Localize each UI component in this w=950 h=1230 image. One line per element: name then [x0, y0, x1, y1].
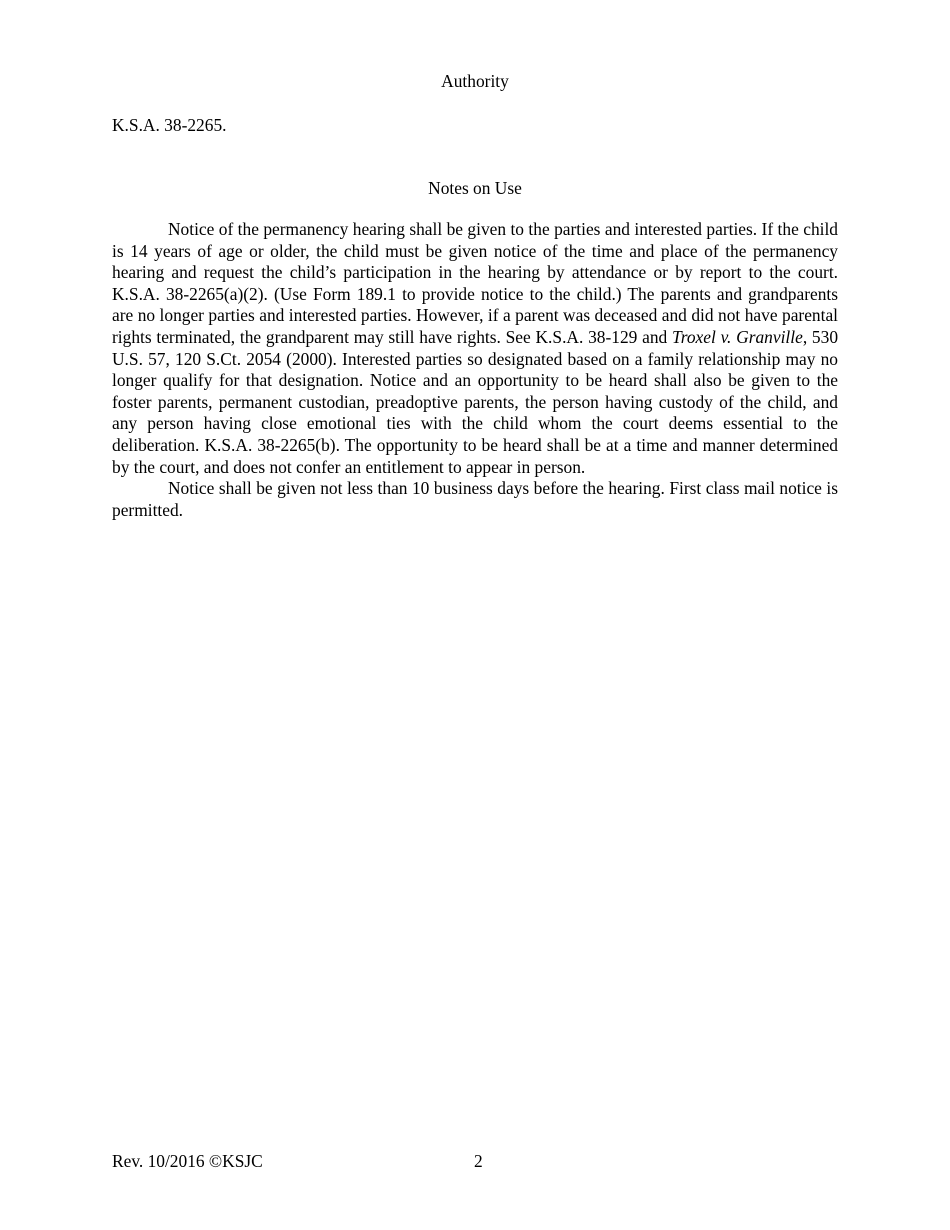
- page-number: 2: [474, 1151, 483, 1171]
- case-name: Troxel v. Granville: [672, 326, 803, 347]
- notes-body: [112, 219, 838, 521]
- notes-paragraph-1-part-a: Notice of the permanency hearing shall be given to the parties and interested parties. If the child is 14 years of age or older, the child must be given notice of the time and place of the permanency hearing and request the child’s participation in the hearing by attendance or by report to the court. K.S.A. 38-2265(a)(2). (Use Form 189.1 to provide notice to the child.) The parents and grandparents are no longer parties and interested parties. However, if a parent was deceased and did not have parental rights terminated, the grandparent may still have rights. See K.S.A. 38-129 and: [112, 219, 838, 347]
- notes-paragraph-1-part-b: , 530 U.S. 57, 120 S.Ct. 2054 (2000). Interested parties so designated based on a family relationship may no longer qualify for that designation. Notice and an opportunity to be heard shall also be given to the foster parents, permanent custodian, preadoptive parents, the person having custody of the child, and any person having close emotional ties with the child whom the court deems essential to the deliberation. K.S.A. 38-2265(b). The opportunity to be heard shall be at a time and manner determined by the court, and does not confer an entitlement to appear in person.: [112, 326, 839, 477]
- notes-heading: Notes on Use: [428, 178, 522, 198]
- notes-paragraph-2: Notice shall be given not less than 10 business days before the hearing. First class mail notice is permitted.: [112, 478, 838, 520]
- footer-revision: Rev. 10/2016 ©KSJC: [112, 1151, 263, 1171]
- document-page: [112, 0, 838, 1230]
- authority-citation: K.S.A. 38-2265.: [112, 115, 227, 135]
- authority-heading: Authority: [441, 71, 509, 91]
- notes-paragraph-1: [112, 219, 838, 478]
